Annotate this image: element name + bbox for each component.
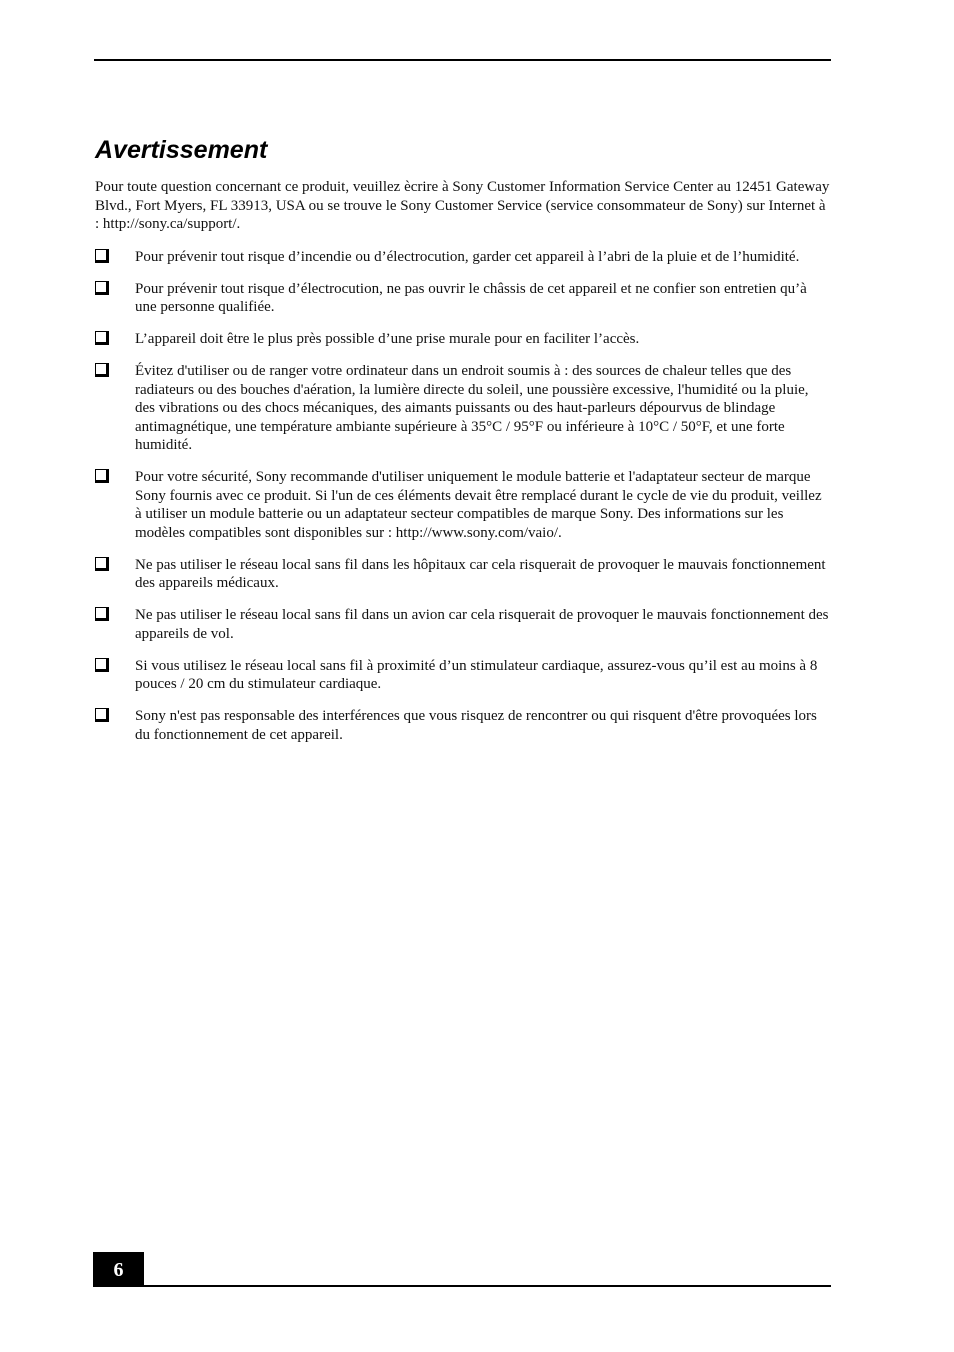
list-item-text: Sony n'est pas responsable des interférences que vous risquez de rencontrer ou qui risquent d'être provoquées lors du fonctionnement de cet appareil. — [135, 708, 817, 743]
header-rule — [94, 59, 831, 61]
list-item — [95, 330, 831, 349]
checkbox-icon — [95, 249, 109, 263]
warning-list — [95, 248, 831, 745]
list-item-text: Ne pas utiliser le réseau local sans fil dans un avion car cela risquerait de provoquer le mauvais fonctionnement des appareils de vol. — [135, 607, 829, 642]
page-number-box — [93, 1252, 144, 1287]
intro-paragraph: Pour toute question concernant ce produit, veuillez ècrire à Sony Customer Information Service Center au 12451 Gateway Blvd., Fort Myers, FL 33913, USA ou se trouve le Sony Customer Service (service consommateur de Sony) sur Internet à : http://sony.ca/support/. — [95, 179, 830, 232]
list-item — [95, 657, 831, 694]
footer-rule — [94, 1285, 831, 1287]
list-item — [95, 707, 831, 744]
list-item — [95, 280, 831, 317]
list-item-text: Évitez d'utiliser ou de ranger votre ordinateur dans un endroit soumis à : des sources de chaleur telles que des radiateurs ou des bouches d'aération, la lumière directe du soleil, une poussière excessive, l'humidité ou la pluie, des vibrations ou des chocs mécaniques, des aimants puissants ou des haut-parleurs dépourvus de blindage antimagnétique, une température ambiante supérieure à 35°C / 95°F ou inférieure à 10°C / 50°F, et une forte humidité. — [135, 363, 809, 453]
list-item-text: Pour prévenir tout risque d’électrocution, ne pas ouvrir le châssis de cet appareil et ne confier son entretien qu’à une personne qualifiée. — [135, 280, 807, 315]
list-item — [95, 248, 831, 267]
checkbox-icon — [95, 708, 109, 722]
checkbox-icon — [95, 469, 109, 483]
page-number: 6 — [113, 1258, 124, 1281]
list-item-text: Si vous utilisez le réseau local sans fil à proximité d’un stimulateur cardiaque, assurez-vous qu’il est au moins à 8 pouces / 20 cm du stimulateur cardiaque. — [135, 657, 818, 692]
list-item-text: Pour prévenir tout risque d’incendie ou d’électrocution, garder cet appareil à l’abri de la pluie et de l’humidité. — [135, 248, 800, 265]
page-title: Avertissement — [95, 136, 268, 164]
list-item-text: Pour votre sécurité, Sony recommande d'utiliser uniquement le module batterie et l'adaptateur secteur de marque Sony fournis avec ce produit. Si l'un de ces éléments devait être remplacé durant le cycle de vie du produit, veillez à utiliser un module batterie ou un adaptateur secteur compatibles de marque Sony. Des informations sur les modèles compatibles sont disponibles sur : http://www.sony.com/vaio/. — [135, 469, 822, 541]
list-item-text: L’appareil doit être le plus près possible d’une prise murale pour en faciliter l’accès. — [135, 331, 640, 347]
list-item-text: Ne pas utiliser le réseau local sans fil dans les hôpitaux car cela risquerait de provoquer le mauvais fonctionnement des appareils médicaux. — [135, 556, 826, 591]
checkbox-icon — [95, 658, 109, 672]
list-item — [95, 556, 831, 593]
checkbox-icon — [95, 281, 109, 295]
list-item — [95, 362, 831, 455]
checkbox-icon — [95, 607, 109, 621]
list-item — [95, 468, 831, 542]
list-item — [95, 606, 831, 643]
checkbox-icon — [95, 557, 109, 571]
checkbox-icon — [95, 331, 109, 345]
checkbox-icon — [95, 363, 109, 377]
page-content — [95, 134, 831, 758]
